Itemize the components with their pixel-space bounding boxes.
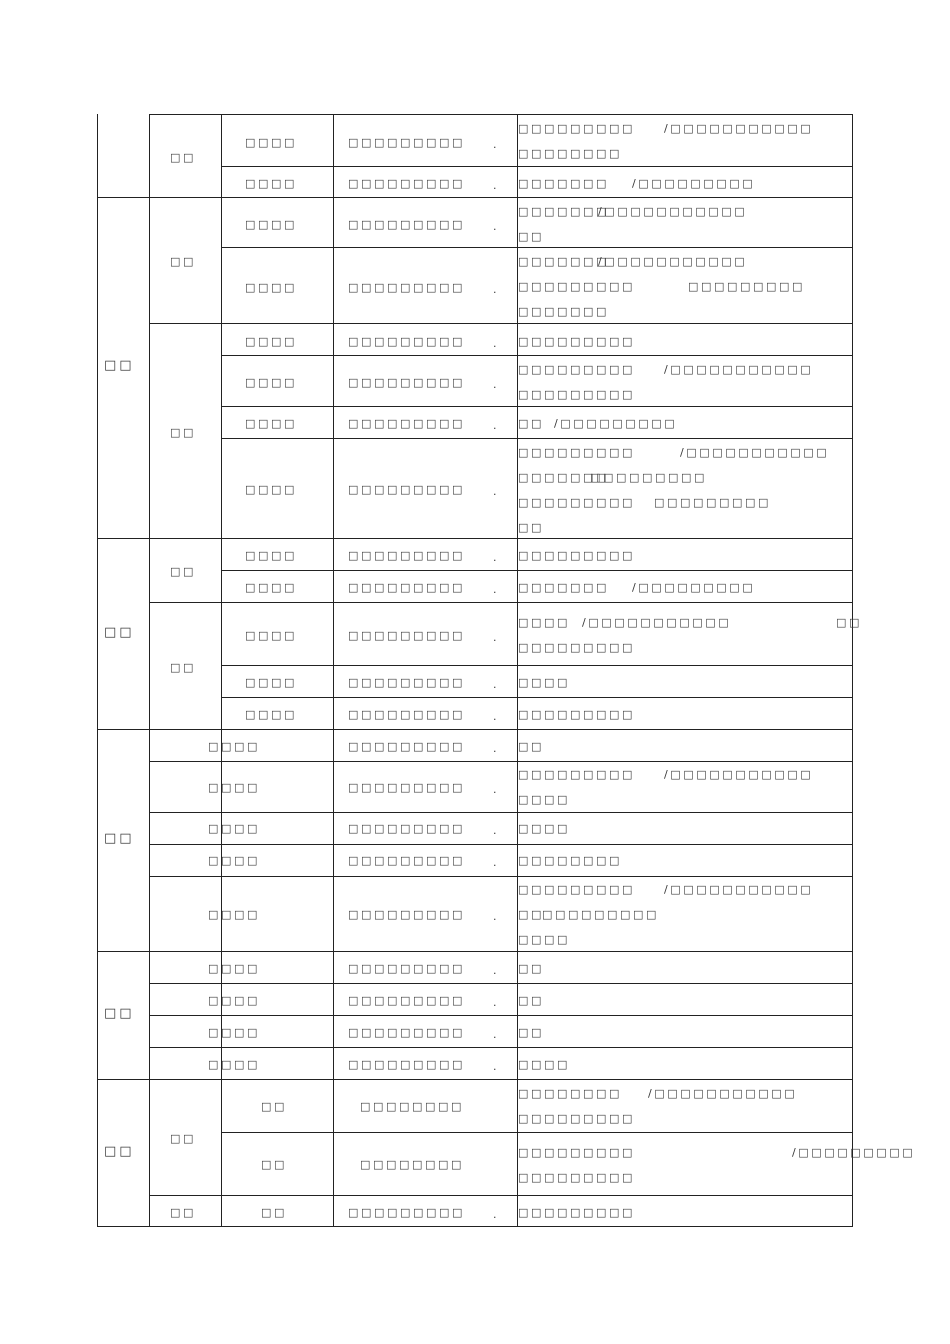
row-border <box>97 197 852 198</box>
value-dot: . <box>493 710 500 723</box>
description-line: □□□□□□□□□ <box>654 496 771 509</box>
description-line: /□□□□□□□□□ <box>792 1146 916 1159</box>
value-dot: . <box>493 283 500 296</box>
description-line: /□□□□□□□□□ <box>632 177 756 190</box>
value-dot: . <box>493 996 500 1009</box>
item-label: □□□□ <box>208 994 260 1007</box>
description-line: □□□□□□□□□ <box>518 549 635 562</box>
item-label: □□□□ <box>245 281 297 294</box>
group-label: □□ <box>104 1006 135 1021</box>
value-text: □□□□□□□□□ <box>348 1206 465 1219</box>
value-text: □□□□□□□□□ <box>348 376 465 389</box>
item-label: □□□□ <box>245 708 297 721</box>
item-label: □□□□ <box>208 781 260 794</box>
description-line: □□□□□□□□ <box>518 854 622 867</box>
item-label: □□□□ <box>245 218 297 231</box>
value-dot: . <box>493 138 500 151</box>
subgroup-label: □□ <box>170 1206 196 1219</box>
subgroup-label: □□ <box>170 255 196 268</box>
value-text: □□□□□□□□□ <box>348 1058 465 1071</box>
description-line: □□□□□□□□□ <box>518 1146 635 1159</box>
description-line: □□□□□□□□□ <box>518 1206 635 1219</box>
value-text: □□□□□□□□□ <box>348 629 465 642</box>
row-border <box>221 697 852 698</box>
item-label: □□□□ <box>245 483 297 496</box>
row-border <box>97 729 852 730</box>
description-line: □□□□□□□ <box>518 305 609 318</box>
row-border <box>221 1132 852 1133</box>
description-line: □□□□□□□□□ <box>518 335 635 348</box>
item-label: □□□□ <box>208 1058 260 1071</box>
description-line: □□□□ <box>518 933 570 946</box>
value-dot: . <box>493 1060 500 1073</box>
description-line: □□□□□□□□□ <box>590 471 707 484</box>
row-border <box>221 438 852 439</box>
row-border <box>149 1195 852 1196</box>
description-line: /□□□□□□□□□□□ <box>680 446 830 459</box>
value-dot: . <box>493 964 500 977</box>
description-line: □□ <box>518 962 544 975</box>
row-border <box>149 761 852 762</box>
item-label: □□□□ <box>245 549 297 562</box>
description-line: /□□□□□□□□□□□ <box>598 255 748 268</box>
description-line: /□□□□□□□□□ <box>632 581 756 594</box>
table-border-right <box>852 114 853 1227</box>
description-line: □□□□□□□□□ <box>518 446 635 459</box>
row-border <box>221 166 852 167</box>
item-label: □□□□ <box>208 908 260 921</box>
value-text: □□□□□□□□□ <box>348 218 465 231</box>
value-dot: . <box>493 485 500 498</box>
value-dot: . <box>493 179 500 192</box>
item-label: □□□□ <box>245 136 297 149</box>
value-dot: . <box>493 783 500 796</box>
description-line: □□□□□□□ <box>518 255 609 268</box>
row-border <box>97 1079 852 1080</box>
value-text: □□□□□□□□□ <box>348 740 465 753</box>
description-line: □□□□□□□□ <box>518 147 622 160</box>
row-border <box>221 570 852 571</box>
row-border <box>149 602 852 603</box>
description-line: □□□□□□□□□ <box>518 280 635 293</box>
description-line: /□□□□□□□□□ <box>554 417 678 430</box>
description-line: □□ <box>518 908 544 921</box>
description-line: □□□□ <box>518 676 570 689</box>
value-text: □□□□□□□□□ <box>348 908 465 921</box>
value-text: □□□□□□□□□ <box>348 962 465 975</box>
item-label: □□□□ <box>208 962 260 975</box>
description-line: □□□□□□□□□ <box>518 496 635 509</box>
description-line: □□□□□□□□□ <box>518 708 635 721</box>
description-line: □□□□□□□□□ <box>518 768 635 781</box>
value-text: □□□□□□□□□ <box>348 676 465 689</box>
value-text: □□□□□□□□□ <box>348 581 465 594</box>
row-border <box>221 247 852 248</box>
description-line: □□ <box>518 230 544 243</box>
description-line: □□□□□□□□□ <box>518 122 635 135</box>
value-dot: . <box>493 378 500 391</box>
value-dot: . <box>493 583 500 596</box>
description-line: /□□□□□□□□□□□ <box>598 205 748 218</box>
description-line: □□□□□□□□□ <box>688 280 805 293</box>
item-label: □□□□ <box>245 581 297 594</box>
description-line: □□□□ <box>518 616 570 629</box>
value-dot: . <box>493 678 500 691</box>
description-line: □□ <box>518 1026 544 1039</box>
value-dot: . <box>493 220 500 233</box>
subgroup-label: □□ <box>170 426 196 439</box>
description-line: □□ <box>518 521 544 534</box>
description-line: /□□□□□□□□□□□ <box>664 883 814 896</box>
description-line: /□□□□□□□□□□□ <box>582 616 732 629</box>
value-text: □□□□□□□□□ <box>348 708 465 721</box>
description-line: □□□□□□□□□ <box>518 1112 635 1125</box>
row-border <box>97 951 852 952</box>
group-label: □□ <box>104 358 135 373</box>
value-text: □□□□□□□□□ <box>348 177 465 190</box>
item-label: □□□□ <box>208 854 260 867</box>
item-label: □□□□ <box>208 1026 260 1039</box>
row-border <box>149 1015 852 1016</box>
row-border <box>221 406 852 407</box>
subgroup-label: □□ <box>170 1132 196 1145</box>
value-text: □□□□□□□□□ <box>348 335 465 348</box>
group-label: □□ <box>104 625 135 640</box>
value-text: □□□□□□□□□ <box>348 281 465 294</box>
description-line: □□□□□□□ <box>518 471 609 484</box>
value-text: □□□□□□□□□ <box>348 417 465 430</box>
row-border <box>149 323 852 324</box>
subgroup-label: □□ <box>170 565 196 578</box>
description-line: □□ <box>836 616 862 629</box>
description-line: □□□□□□□□□ <box>518 1171 635 1184</box>
value-text: □□□□□□□□□ <box>348 549 465 562</box>
value-dot: . <box>493 856 500 869</box>
value-dot: . <box>493 631 500 644</box>
item-label: □□□□ <box>245 177 297 190</box>
item-label: □□□□ <box>245 629 297 642</box>
description-line: □□□□□□□□ <box>518 1087 622 1100</box>
row-border <box>149 1047 852 1048</box>
item-label: □□□□ <box>245 417 297 430</box>
row-border <box>97 1226 852 1227</box>
row-border <box>149 812 852 813</box>
subgroup-label: □□ <box>170 151 196 164</box>
value-text: □□□□□□□□ <box>360 1158 464 1171</box>
subgroup-label: □□ <box>170 661 196 674</box>
group-label: □□ <box>104 1144 135 1159</box>
item-label: □□□□ <box>208 822 260 835</box>
row-border <box>221 355 852 356</box>
value-text: □□□□□□□□□ <box>348 781 465 794</box>
value-dot: . <box>493 824 500 837</box>
row-border <box>149 983 852 984</box>
description-line: /□□□□□□□□□□□ <box>664 122 814 135</box>
value-text: □□□□□□□□□ <box>348 994 465 1007</box>
value-dot: . <box>493 551 500 564</box>
description-line: □□□□□□□□□ <box>518 388 635 401</box>
description-line: □□□□□□□□□ <box>518 883 635 896</box>
value-text: □□□□□□□□□ <box>348 483 465 496</box>
description-line: □□□□□□□ <box>518 177 609 190</box>
description-line: □□ <box>518 417 544 430</box>
description-line: □□□□□□□□□ <box>542 908 659 921</box>
description-line: /□□□□□□□□□□□ <box>648 1087 798 1100</box>
group-label: □□ <box>104 831 135 846</box>
description-line: /□□□□□□□□□□□ <box>664 363 814 376</box>
table-border-col4 <box>333 114 334 1227</box>
description-line: □□□□ <box>518 822 570 835</box>
row-border <box>97 538 852 539</box>
row-border <box>149 876 852 877</box>
value-dot: . <box>493 337 500 350</box>
item-label: □□ <box>261 1158 287 1171</box>
description-line: □□□□□□□□□ <box>518 363 635 376</box>
value-text: □□□□□□□□□ <box>348 1026 465 1039</box>
value-text: □□□□□□□□□ <box>348 854 465 867</box>
row-border <box>149 844 852 845</box>
value-text: □□□□□□□□ <box>360 1100 464 1113</box>
value-text: □□□□□□□□□ <box>348 136 465 149</box>
row-border <box>149 114 852 115</box>
table-border-left <box>97 114 98 1227</box>
description-line: □□ <box>518 994 544 1007</box>
item-label: □□ <box>261 1206 287 1219</box>
value-dot: . <box>493 1208 500 1221</box>
description-line: □□□□□□□□□ <box>518 641 635 654</box>
item-label: □□□□ <box>208 740 260 753</box>
description-line: □□□□ <box>518 793 570 806</box>
description-line: □□ <box>518 740 544 753</box>
description-line: /□□□□□□□□□□□ <box>664 768 814 781</box>
description-line: □□□□□□□ <box>518 581 609 594</box>
item-label: □□□□ <box>245 335 297 348</box>
description-line: □□□□□□□ <box>518 205 609 218</box>
value-dot: . <box>493 419 500 432</box>
table-border-col2 <box>149 114 150 1227</box>
value-text: □□□□□□□□□ <box>348 822 465 835</box>
description-line: □□□□ <box>518 1058 570 1071</box>
value-dot: . <box>493 742 500 755</box>
value-dot: . <box>493 1028 500 1041</box>
row-border <box>221 665 852 666</box>
item-label: □□□□ <box>245 676 297 689</box>
item-label: □□ <box>261 1100 287 1113</box>
item-label: □□□□ <box>245 376 297 389</box>
value-dot: . <box>493 910 500 923</box>
